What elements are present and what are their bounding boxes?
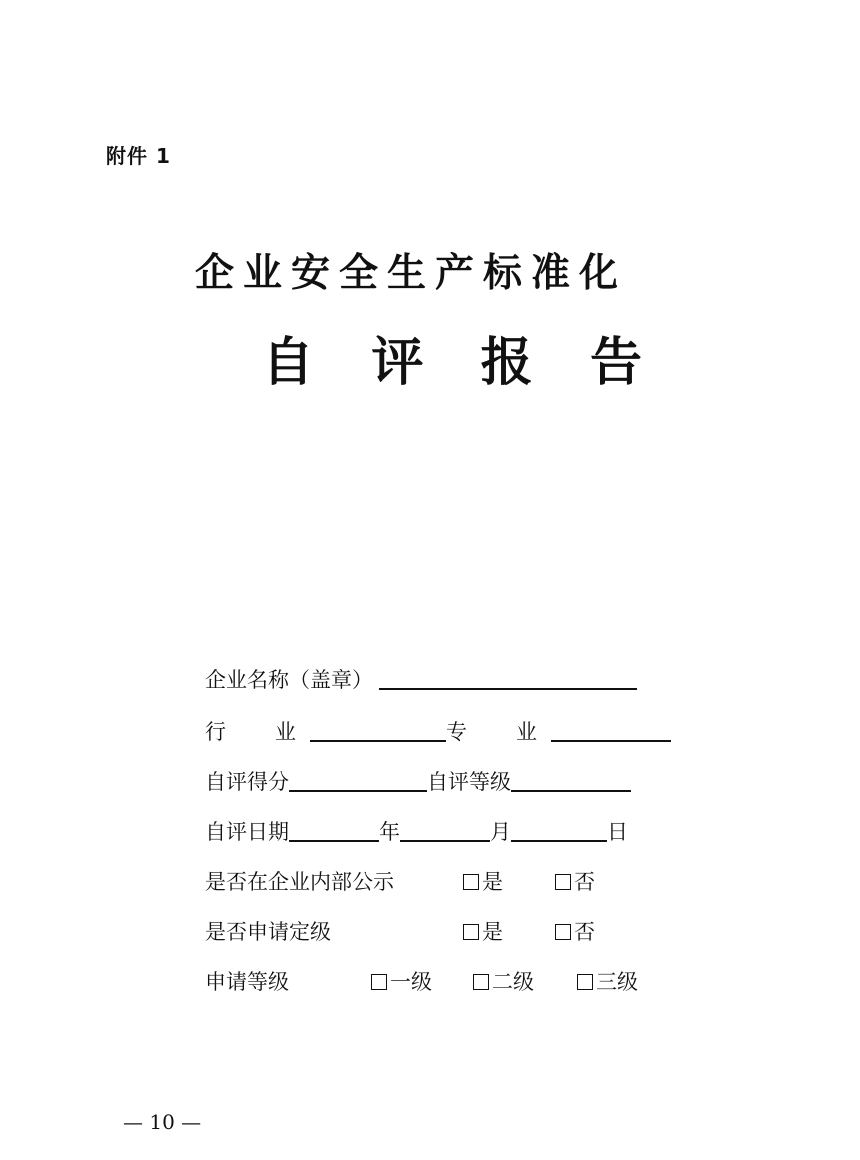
publicity-label: 是否在企业内部公示 <box>205 870 394 894</box>
company-name-label: 企业名称（盖章） <box>205 668 373 692</box>
level-two-option[interactable] <box>473 966 534 998</box>
checkbox-icon[interactable] <box>555 924 571 940</box>
apply-level-label: 申请等级 <box>205 970 289 994</box>
apply-yes-option[interactable] <box>463 916 503 948</box>
checkbox-icon[interactable] <box>463 924 479 940</box>
self-score-field[interactable] <box>289 768 427 792</box>
title-char: 告 <box>589 333 642 393</box>
option-label: 是 <box>482 920 503 944</box>
option-label: 是 <box>482 870 503 894</box>
industry-row <box>205 716 671 748</box>
checkbox-icon[interactable] <box>577 974 593 990</box>
option-label: 二级 <box>492 970 534 994</box>
option-label: 三级 <box>596 970 638 994</box>
level-row <box>205 966 665 998</box>
self-grade-label: 自评等级 <box>427 770 511 794</box>
checkbox-icon[interactable] <box>555 874 571 890</box>
report-title-line2 <box>262 320 642 395</box>
apply-row <box>205 916 665 948</box>
score-row <box>205 766 631 798</box>
month-label: 月 <box>490 820 511 844</box>
date-row <box>205 816 628 848</box>
title-char: 自 <box>262 333 315 393</box>
checkbox-icon[interactable] <box>473 974 489 990</box>
self-score-label: 自评得分 <box>205 770 289 794</box>
page-number: — 10 — <box>123 1110 202 1134</box>
year-field[interactable] <box>289 818 379 842</box>
company-row <box>205 664 637 696</box>
apply-no-option[interactable] <box>555 916 595 948</box>
report-title-line1: 企业安全生产标准化 <box>195 251 628 296</box>
option-label: 否 <box>574 920 595 944</box>
company-name-field[interactable] <box>379 666 637 690</box>
day-label: 日 <box>607 820 628 844</box>
checkbox-icon[interactable] <box>371 974 387 990</box>
option-label: 一级 <box>390 970 432 994</box>
industry-label: 行 业 <box>205 720 310 744</box>
self-date-label: 自评日期 <box>205 820 289 844</box>
publicity-row <box>205 866 665 898</box>
option-label: 否 <box>574 870 595 894</box>
level-one-option[interactable] <box>371 966 432 998</box>
checkbox-icon[interactable] <box>463 874 479 890</box>
day-field[interactable] <box>511 818 607 842</box>
title-char: 报 <box>480 333 533 393</box>
specialty-field[interactable] <box>551 718 671 742</box>
publicity-no-option[interactable] <box>555 866 595 898</box>
publicity-yes-option[interactable] <box>463 866 503 898</box>
year-label: 年 <box>379 820 400 844</box>
apply-rating-label: 是否申请定级 <box>205 920 331 944</box>
title-char: 评 <box>371 333 424 393</box>
industry-field[interactable] <box>310 718 446 742</box>
level-three-option[interactable] <box>577 966 638 998</box>
specialty-label: 专 业 <box>446 720 551 744</box>
attachment-label: 附件 1 <box>106 144 171 168</box>
month-field[interactable] <box>400 818 490 842</box>
self-grade-field[interactable] <box>511 768 631 792</box>
